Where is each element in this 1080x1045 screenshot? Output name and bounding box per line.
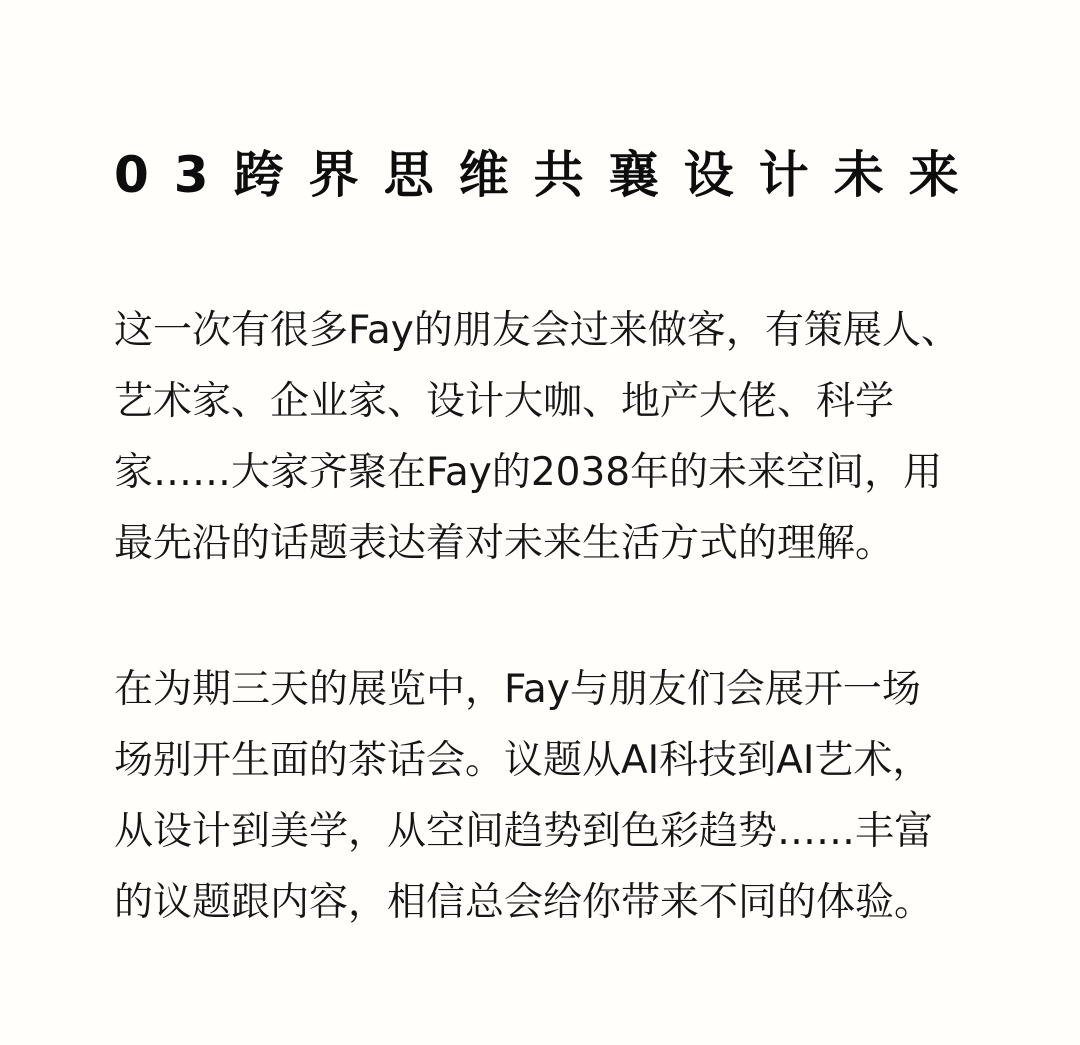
- paragraph-line: 在为期三天的展览中，Fay与朋友们会展开一场: [114, 667, 921, 712]
- paragraph-exhibition: [114, 654, 974, 938]
- paragraph-line: 场别开生面的茶话会。议题从AI科技到AI艺术，: [114, 738, 932, 783]
- paragraph-line: 的议题跟内容，相信总会给你带来不同的体验。: [114, 880, 934, 925]
- section-heading: 03跨界思维共襄设计未来: [114, 146, 984, 204]
- paragraph-line: 从设计到美学，从空间趋势到色彩趋势……丰富: [114, 809, 934, 854]
- paragraph-line: 这一次有很多Fay的朋友会过来做客，有策展人、: [114, 308, 960, 353]
- paragraph-line: 最先沿的话题表达着对未来生活方式的理解。: [114, 521, 895, 566]
- paragraph-line: 家……大家齐聚在Fay的2038年的未来空间，用: [114, 450, 943, 495]
- paragraph-line: 艺术家、企业家、设计大咖、地产大佬、科学: [114, 379, 895, 424]
- paragraph-intro: [114, 295, 974, 579]
